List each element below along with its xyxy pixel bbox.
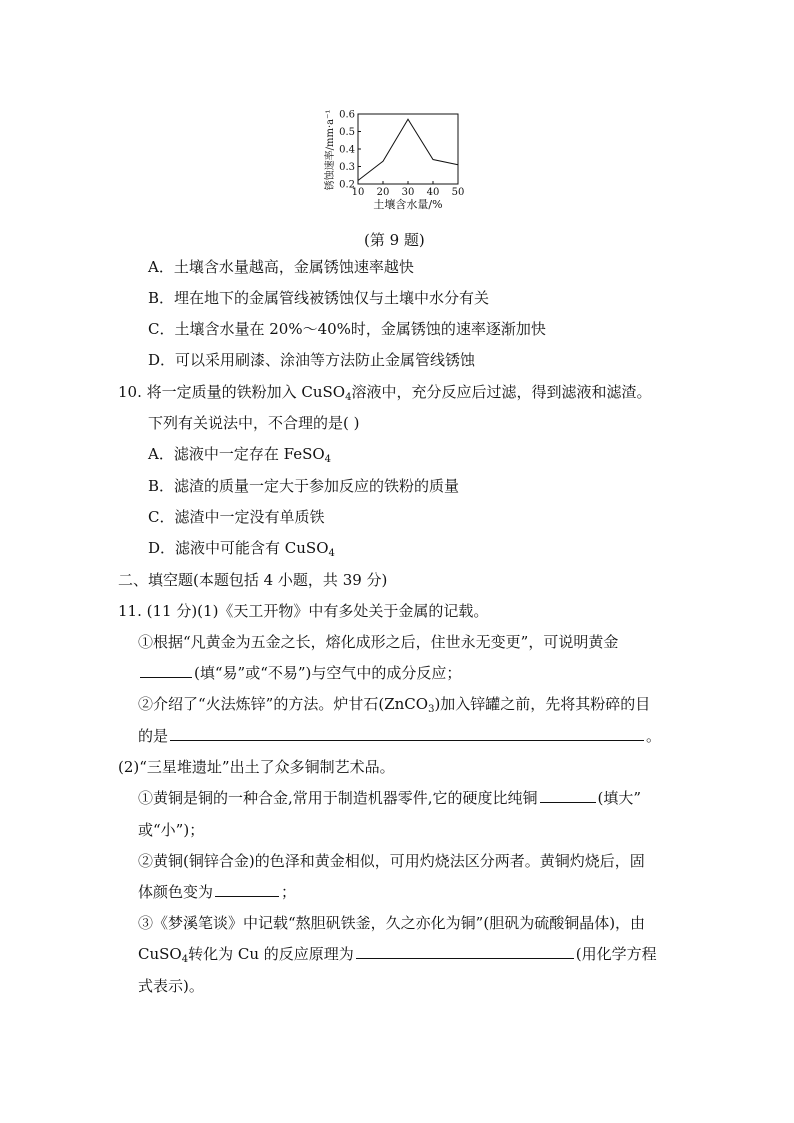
y-tick-label: 0.4 [339, 144, 355, 156]
subscript: 4 [328, 548, 335, 559]
q11-head: 11. (11 分)(1)《天工开物》中有多处关于金属的记载。 [118, 602, 489, 620]
q10-option-b: B．滤渣的质量一定大于参加反应的铁粉的质量 [148, 477, 460, 495]
q11-p2-line2 [138, 726, 661, 746]
q11-p2-line2-text: 的是 [138, 727, 169, 745]
q11-b3-line2-text: CuSO [138, 945, 182, 963]
q11-p2-line1 [138, 694, 650, 714]
q11-b3-line2-end: (用化学方程 [575, 945, 657, 963]
q11-part2-head: (2)“三星堆遗址”出土了众多铜制艺术品。 [118, 758, 395, 776]
y-tick-label: 0.6 [339, 109, 355, 121]
q10-option-d [148, 538, 335, 558]
figure-caption: (第 9 题) [364, 231, 425, 249]
q11-b1-line1 [138, 788, 641, 808]
q11-p2-line1-text: ②介绍了“火法炼锌”的方法。炉甘石(ZnCO [138, 695, 429, 713]
q11-p2-line1-rest: )加入锌罐之前，先将其粉碎的目 [434, 695, 651, 713]
y-tick-label: 0.2 [339, 179, 355, 191]
q11-p1-line2 [138, 663, 461, 683]
answer-blank[interactable] [140, 663, 192, 678]
x-tick-label: 20 [376, 187, 390, 198]
q11-b3-line2-mid: 转化为 Cu 的反应原理为 [188, 945, 354, 963]
q11-b1-line2: 或“小”)； [138, 821, 205, 839]
q10-stem-text-rest: 溶液中，充分反应后过滤，得到滤液和滤渣。 [351, 383, 652, 401]
x-tick-label: 50 [451, 187, 465, 198]
q11-b2-line2-text: 体颜色变为 [138, 883, 214, 901]
y-tick-label: 0.3 [339, 162, 355, 173]
q11-b2-line2-end: ； [281, 883, 297, 901]
q11-p1-line1: ①根据“凡黄金为五金之长，熔化成形之后，住世永无变更”，可说明黄金 [138, 633, 619, 651]
plot-frame [358, 114, 458, 184]
x-axis-label: 土壤含水量/% [373, 198, 443, 211]
section-heading: 二、填空题(本题包括 4 小题，共 39 分) [118, 571, 388, 589]
subscript: 4 [345, 392, 352, 403]
x-tick-label: 30 [401, 187, 415, 198]
q10-option-c: C．滤渣中一定没有单质铁 [148, 508, 325, 526]
x-tick-label: 10 [351, 187, 365, 198]
q9-option-d: D．可以采用刷漆、涂油等方法防止金属管线锈蚀 [148, 351, 476, 369]
q11-p2-line2-end: 。 [646, 727, 662, 745]
q9-option-c: C．土壤含水量在 20%～40%时，金属锈蚀的速率逐渐加快 [148, 320, 546, 338]
q10-option-a [148, 444, 331, 464]
y-axis-label: 锈蚀速率/mm·a⁻¹ [325, 109, 336, 191]
answer-blank[interactable] [170, 726, 644, 741]
q9-option-a: A．土壤含水量越高，金属锈蚀速率越快 [148, 258, 414, 276]
answer-blank[interactable] [215, 882, 279, 897]
corrosion-rate-chart [318, 100, 478, 215]
answer-blank[interactable] [540, 788, 596, 803]
q10-stem-text: 10. 将一定质量的铁粉加入 CuSO [118, 383, 346, 401]
series-line [358, 119, 458, 180]
q11-b3-line2 [138, 944, 657, 964]
q11-b2-line2 [138, 882, 296, 902]
q11-b3-line1: ③《梦溪笔谈》中记载“熬胆矾铁釜，久之亦化为铜”(胆矾为硫酸铜晶体)，由 [138, 914, 646, 932]
x-tick-label: 40 [426, 187, 440, 198]
q10-stem-line1 [118, 382, 652, 402]
q11-b2-line1: ②黄铜(铜锌合金)的色泽和黄金相似，可用灼烧法区分两者。黄铜灼烧后，固 [138, 852, 645, 870]
answer-blank[interactable] [356, 944, 574, 959]
subscript: 3 [428, 704, 435, 715]
q11-b1-line1-end: (填大” [597, 789, 642, 807]
q10-option-d-text: D．滤液中可能含有 CuSO [148, 539, 329, 557]
q10-option-a-text: A．滤液中一定存在 FeSO [148, 445, 325, 463]
y-tick-label: 0.5 [339, 127, 355, 138]
q11-b3-line3: 式表示)。 [138, 977, 204, 995]
subscript: 4 [324, 454, 332, 465]
q10-stem-line2: 下列有关说法中，不合理的是( ) [148, 414, 360, 432]
subscript: 4 [181, 954, 189, 965]
q9-option-b: B．埋在地下的金属管线被锈蚀仅与土壤中水分有关 [148, 289, 490, 307]
q11-p1-line2-text: (填“易”或“不易”)与空气中的成分反应； [194, 664, 462, 682]
q11-b1-line1-text: ①黄铜是铜的一种合金,常用于制造机器零件,它的硬度比纯铜 [138, 789, 538, 807]
